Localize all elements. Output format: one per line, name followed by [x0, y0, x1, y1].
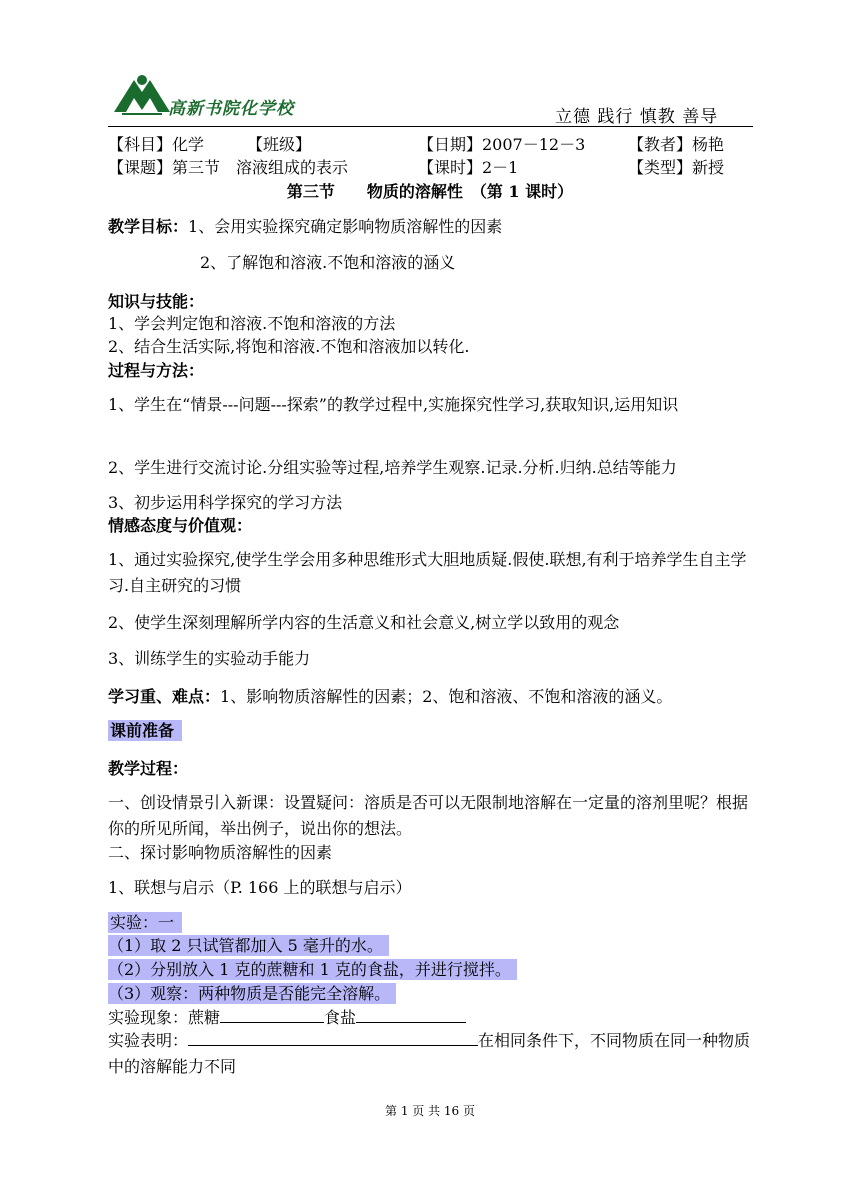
- meta-class: 【班级】: [247, 135, 312, 154]
- salt-label: 食盐: [324, 1008, 357, 1027]
- experiment-title-line: [108, 910, 182, 933]
- experiment-step-2-line: [108, 957, 517, 980]
- objective-item-1: 1、会用实验探究确定影响物质溶解性的因素: [188, 217, 503, 236]
- experiment-phenomenon-line: [108, 1005, 466, 1028]
- school-name: 高新书院化学校: [168, 99, 294, 119]
- process-item-2: 2、学生进行交流讨论.分组实验等过程,培养学生观察.记录.分析.归纳.总结等能力: [108, 458, 677, 477]
- attitude-item-2: 2、使学生深刻理解所学内容的生活意义和社会意义,树立学以致用的观念: [108, 613, 620, 632]
- prep-heading: [108, 718, 182, 741]
- knowledge-item-2: 2、结合生活实际,将饱和溶液.不饱和溶液加以转化.: [108, 337, 470, 356]
- meta-teacher: 【教者】杨艳: [628, 135, 725, 154]
- header-divider: [108, 126, 753, 127]
- experiment-step-1-line: [108, 933, 389, 956]
- knowledge-heading: 知识与技能：: [108, 292, 205, 311]
- school-motto: 立德 践行 慎教 善导: [555, 107, 719, 127]
- page-footer: 第 1 页 共 16 页: [385, 1104, 475, 1118]
- key-points-label: 学习重、难点：: [108, 687, 221, 706]
- key-points-line: [108, 684, 672, 707]
- process-item-1: 1、学生在“情景---问题---探索”的教学过程中,实施探究性学习,获取知识,运用知识: [108, 395, 679, 414]
- salt-answer-blank[interactable]: [356, 1008, 466, 1023]
- process-heading: 过程与方法：: [108, 361, 205, 380]
- objectives-label: 教学目标：: [108, 217, 189, 236]
- attitude-heading: 情感态度与价值观：: [108, 516, 253, 535]
- experiment-title: 实验：一: [108, 912, 182, 933]
- teaching-intro: 一、创设情景引入新课：设置疑问：溶质是否可以无限制地溶解在一定量的溶剂里呢？根据你的所见所闻，举出例子，说出你的想法。: [108, 793, 749, 838]
- experiment-step-3: （3）观察：两种物质是否能完全溶解。: [108, 983, 396, 1004]
- attitude-item-1: 1、通过实验探究,使学生学会用多种思维形式大胆地质疑.假使.联想,有利于培养学生自主学习.自主研究的习惯: [108, 550, 747, 595]
- experiment-step-3-line: [108, 981, 396, 1004]
- conclusion-text: 在相同条件下，不同物质在同一种物质中的溶解能力不同: [108, 1031, 751, 1076]
- meta-topic: 【课题】第三节 溶液组成的表示: [108, 158, 349, 177]
- experiment-step-2: （2）分别放入 1 克的蔗糖和 1 克的食盐，并进行搅拌。: [108, 959, 517, 980]
- meta-date: 【日期】2007－12－3: [418, 135, 586, 154]
- objective-item-2: 2、了解饱和溶液.不饱和溶液的涵义: [200, 253, 456, 272]
- attitude-item-3: 3、训练学生的实验动手能力: [108, 649, 311, 668]
- teaching-process-heading: 教学过程：: [108, 759, 189, 778]
- meta-period: 【课时】2－1: [418, 158, 519, 177]
- meta-subject: 【科目】化学: [108, 135, 205, 154]
- teaching-part2: 二、探讨影响物质溶解性的因素: [108, 843, 333, 862]
- sugar-answer-blank[interactable]: [220, 1008, 324, 1023]
- process-item-3: 3、初步运用科学探究的学习方法: [108, 493, 343, 512]
- experiment-conclusion: [108, 1028, 753, 1080]
- objectives-line1: [108, 214, 502, 237]
- teaching-assoc: 1、联想与启示（P. 166 上的联想与启示）: [108, 878, 412, 897]
- experiment-step-1: （1）取 2 只试管都加入 5 毫升的水。: [108, 935, 389, 956]
- conclusion-label: 实验表明：: [108, 1031, 189, 1050]
- meta-type: 【类型】新授: [628, 158, 725, 177]
- knowledge-item-1: 1、学会判定饱和溶液.不饱和溶液的方法: [108, 314, 396, 333]
- lesson-title: 第三节 物质的溶解性 （第 1 课时）: [286, 182, 574, 201]
- phenomenon-label: 实验现象：蔗糖: [108, 1008, 221, 1027]
- key-points-text: 1、影响物质溶解性的因素；2、饱和溶液、不饱和溶液的涵义。: [220, 687, 673, 706]
- conclusion-answer-blank[interactable]: [188, 1031, 478, 1046]
- prep-label: 课前准备: [108, 720, 182, 741]
